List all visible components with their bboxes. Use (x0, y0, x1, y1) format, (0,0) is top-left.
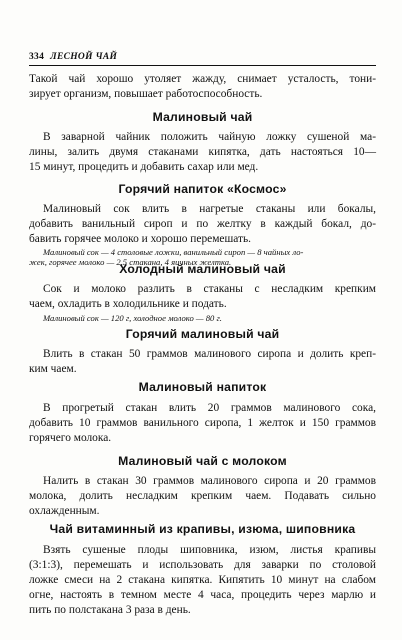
paragraph-line: лины, залить двумя стаканами кипятка, дать настояться 10— (29, 146, 376, 158)
paragraph-line: (3:1:3), перемешать и использовать для заварки по столовой (29, 559, 376, 571)
paragraph-line: пить по полстакана 3 раза в день. (29, 604, 191, 616)
recipe-heading: Горячий малиновый чай (125, 327, 280, 341)
note-line: Малиновый сок — 4 столовые ложки, ванильный сироп — 8 чайных ло- (43, 247, 304, 257)
paragraph-line: добавить ванильный сироп и по желтку в каждый бокал, до- (29, 218, 376, 230)
recipe-paragraph (29, 474, 376, 519)
running-head (29, 52, 377, 62)
recipe-heading: Малиновый напиток (138, 380, 267, 394)
recipe-heading: Холодный малиновый чай (119, 262, 286, 276)
paragraph-line: В прогретый стакан влить 20 граммов малинового сока, (43, 402, 376, 414)
paragraph-line: огне, настоять в темном месте 4 часа, процедить через марлю и (29, 589, 376, 601)
running-head-title: ЛЕСНОЙ ЧАЙ (50, 52, 118, 62)
ingredients-note (29, 313, 390, 323)
note-line: жек, горячее молоко — 2,5 стакана, 4 яичных желтка. (29, 257, 232, 267)
paragraph-line: бавить горячее молоко и хорошо перемешать. (29, 233, 252, 245)
header-rule (29, 65, 376, 66)
paragraph-line: зирует организм, повышает работоспособность. (29, 88, 263, 100)
recipe-paragraph (29, 202, 376, 247)
paragraph-line: Сок и молоко разлить в стаканы с несладким крепким (43, 283, 376, 295)
paragraph-line: Налить в стакан 30 граммов малинового сиропа и 20 граммов (43, 475, 376, 487)
paragraph-line: В заварной чайник положить чайную ложку сушеной ма- (43, 131, 376, 143)
intro-paragraph (29, 72, 376, 102)
paragraph-line: добавить 10 граммов ванильного сиропа, 1 желток и 150 граммов (29, 417, 376, 429)
paragraph-line: 15 минут, процедить и добавить сахар или мед. (29, 161, 259, 173)
recipe-heading: Горячий напиток «Космос» (118, 182, 287, 196)
recipe-paragraph (29, 401, 376, 446)
recipe-heading: Малиновый чай (152, 110, 253, 124)
recipe-paragraph (29, 130, 376, 175)
paragraph-line: ким чаем. (29, 363, 77, 375)
note-line: Малиновый сок — 120 г, холодное молоко — 80 г. (43, 313, 222, 323)
paragraph-line: охлажденным. (29, 505, 100, 517)
paragraph-line: молока, долить несладким крепким чаем. Подавать сильно (29, 490, 376, 502)
paragraph-line: Влить в стакан 50 граммов малинового сиропа и долить креп- (43, 348, 376, 360)
paragraph-line: горячего молока. (29, 432, 112, 444)
paragraph-line: Взять сушеные плоды шиповника, изюм, листья крапивы (43, 544, 376, 556)
recipe-paragraph (29, 282, 376, 312)
paragraph-line: ложке смеси на 2 стакана кипятка. Кипятить 10 минут на слабом (29, 574, 376, 586)
recipe-paragraph (29, 347, 376, 377)
paragraph-line: чаем, охладить в холодильнике и подать. (29, 298, 227, 310)
paragraph-line: Малиновый сок влить в нагретые стаканы или бокалы, (43, 203, 376, 215)
page-number: 334 (29, 52, 45, 62)
recipe-paragraph (29, 543, 376, 618)
recipe-heading: Малиновый чай с молоком (118, 454, 287, 468)
recipe-heading: Чай витаминный из крапивы, изюма, шиповника (49, 522, 356, 536)
paragraph-line: Такой чай хорошо утоляет жажду, снимает усталость, тони- (29, 73, 376, 85)
